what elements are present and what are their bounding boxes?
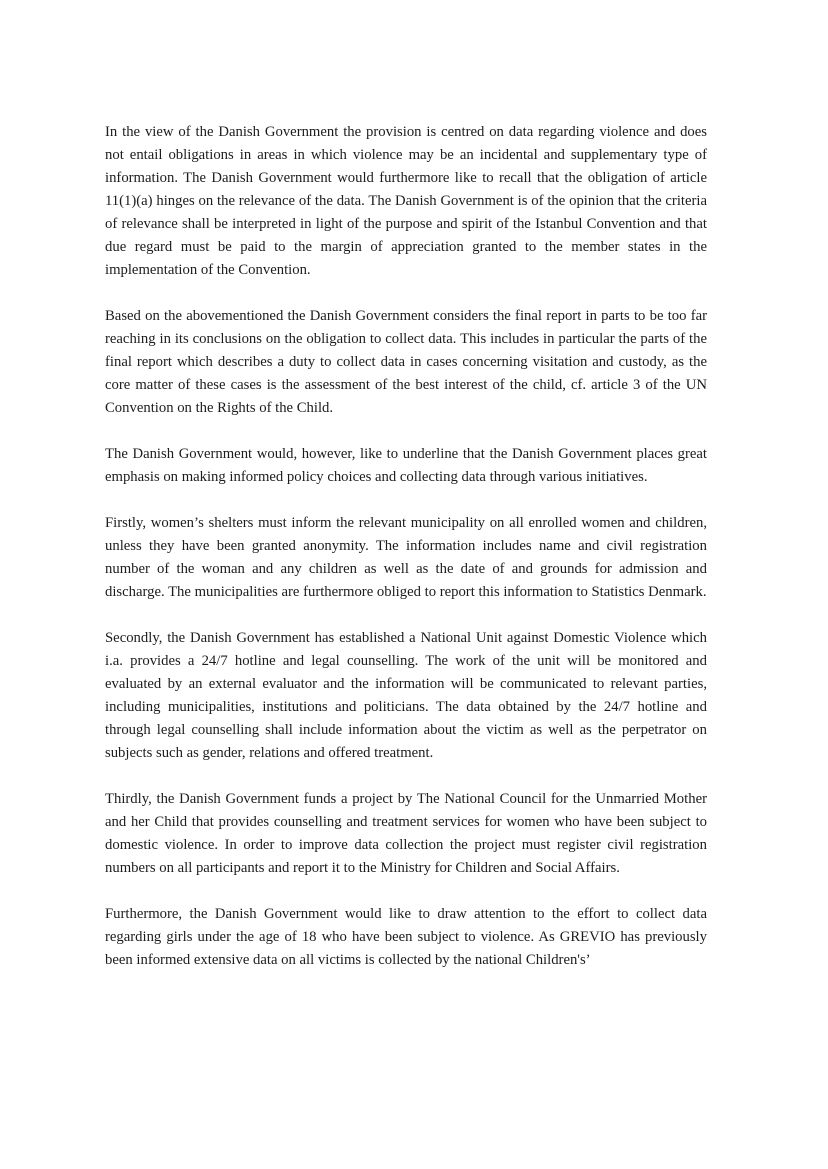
paragraph-final-report-reach: Based on the abovementioned the Danish Government considers the final report in parts to be too far reaching in its conclusions on the obligation to collect data. This includes in particular the parts of the final report which describes a duty to collect data in cases concerning visitation and custody, as the core matter of these cases is the assessment of the best interest of the child, cf. article 3 of the UN Convention on the Rights of the Child.: [105, 308, 707, 416]
paragraph-emphasis-informed-policy: The Danish Government would, however, like to underline that the Danish Government places great emphasis on making informed policy choices and collecting data through various initiatives.: [105, 446, 707, 485]
paragraph-national-unit: Secondly, the Danish Government has established a National Unit against Domestic Violence which i.a. provides a 24/7 hotline and legal counselling. The work of the unit will be monitored and evaluated by an external evaluator and the information will be communicated to relevant parties, including municipalities, institutions and politicians. The data obtained by the 24/7 hotline and through legal counselling shall include information about the victim as well as the perpetrator on subjects such as gender, relations and offered treatment.: [105, 630, 707, 761]
paragraph-unmarried-mother-project: Thirdly, the Danish Government funds a project by The National Council for the Unmarried Mother and her Child that provides counselling and treatment services for women who have been subject to domestic violence. In order to improve data collection the project must register civil registration numbers on all participants and report it to the Ministry for Children and Social Affairs.: [105, 791, 707, 876]
paragraph-girls-under-18: Furthermore, the Danish Government would like to draw attention to the effort to collect data regarding girls under the age of 18 who have been subject to violence. As GREVIO has previously been informed extensive data on all victims is collected by the national Children's’: [105, 906, 707, 968]
paragraph-istanbul-convention-view: In the view of the Danish Government the provision is centred on data regarding violence and does not entail obligations in areas in which violence may be an incidental and supplementary type of information. The Danish Government would furthermore like to recall that the obligation of article 11(1)(a) hinges on the relevance of the data. The Danish Government is of the opinion that the criteria of relevance shall be interpreted in light of the purpose and spirit of the Istanbul Convention and that due regard must be paid to the margin of appreciation granted to the member states in the implementation of the Convention.: [105, 124, 707, 278]
paragraph-womens-shelters: Firstly, women’s shelters must inform the relevant municipality on all enrolled women and children, unless they have been granted anonymity. The information includes name and civil registration number of the woman and any children as well as the date of and grounds for admission and discharge. The municipalities are furthermore obliged to report this information to Statistics Denmark.: [105, 515, 707, 600]
document-body: [105, 121, 707, 995]
